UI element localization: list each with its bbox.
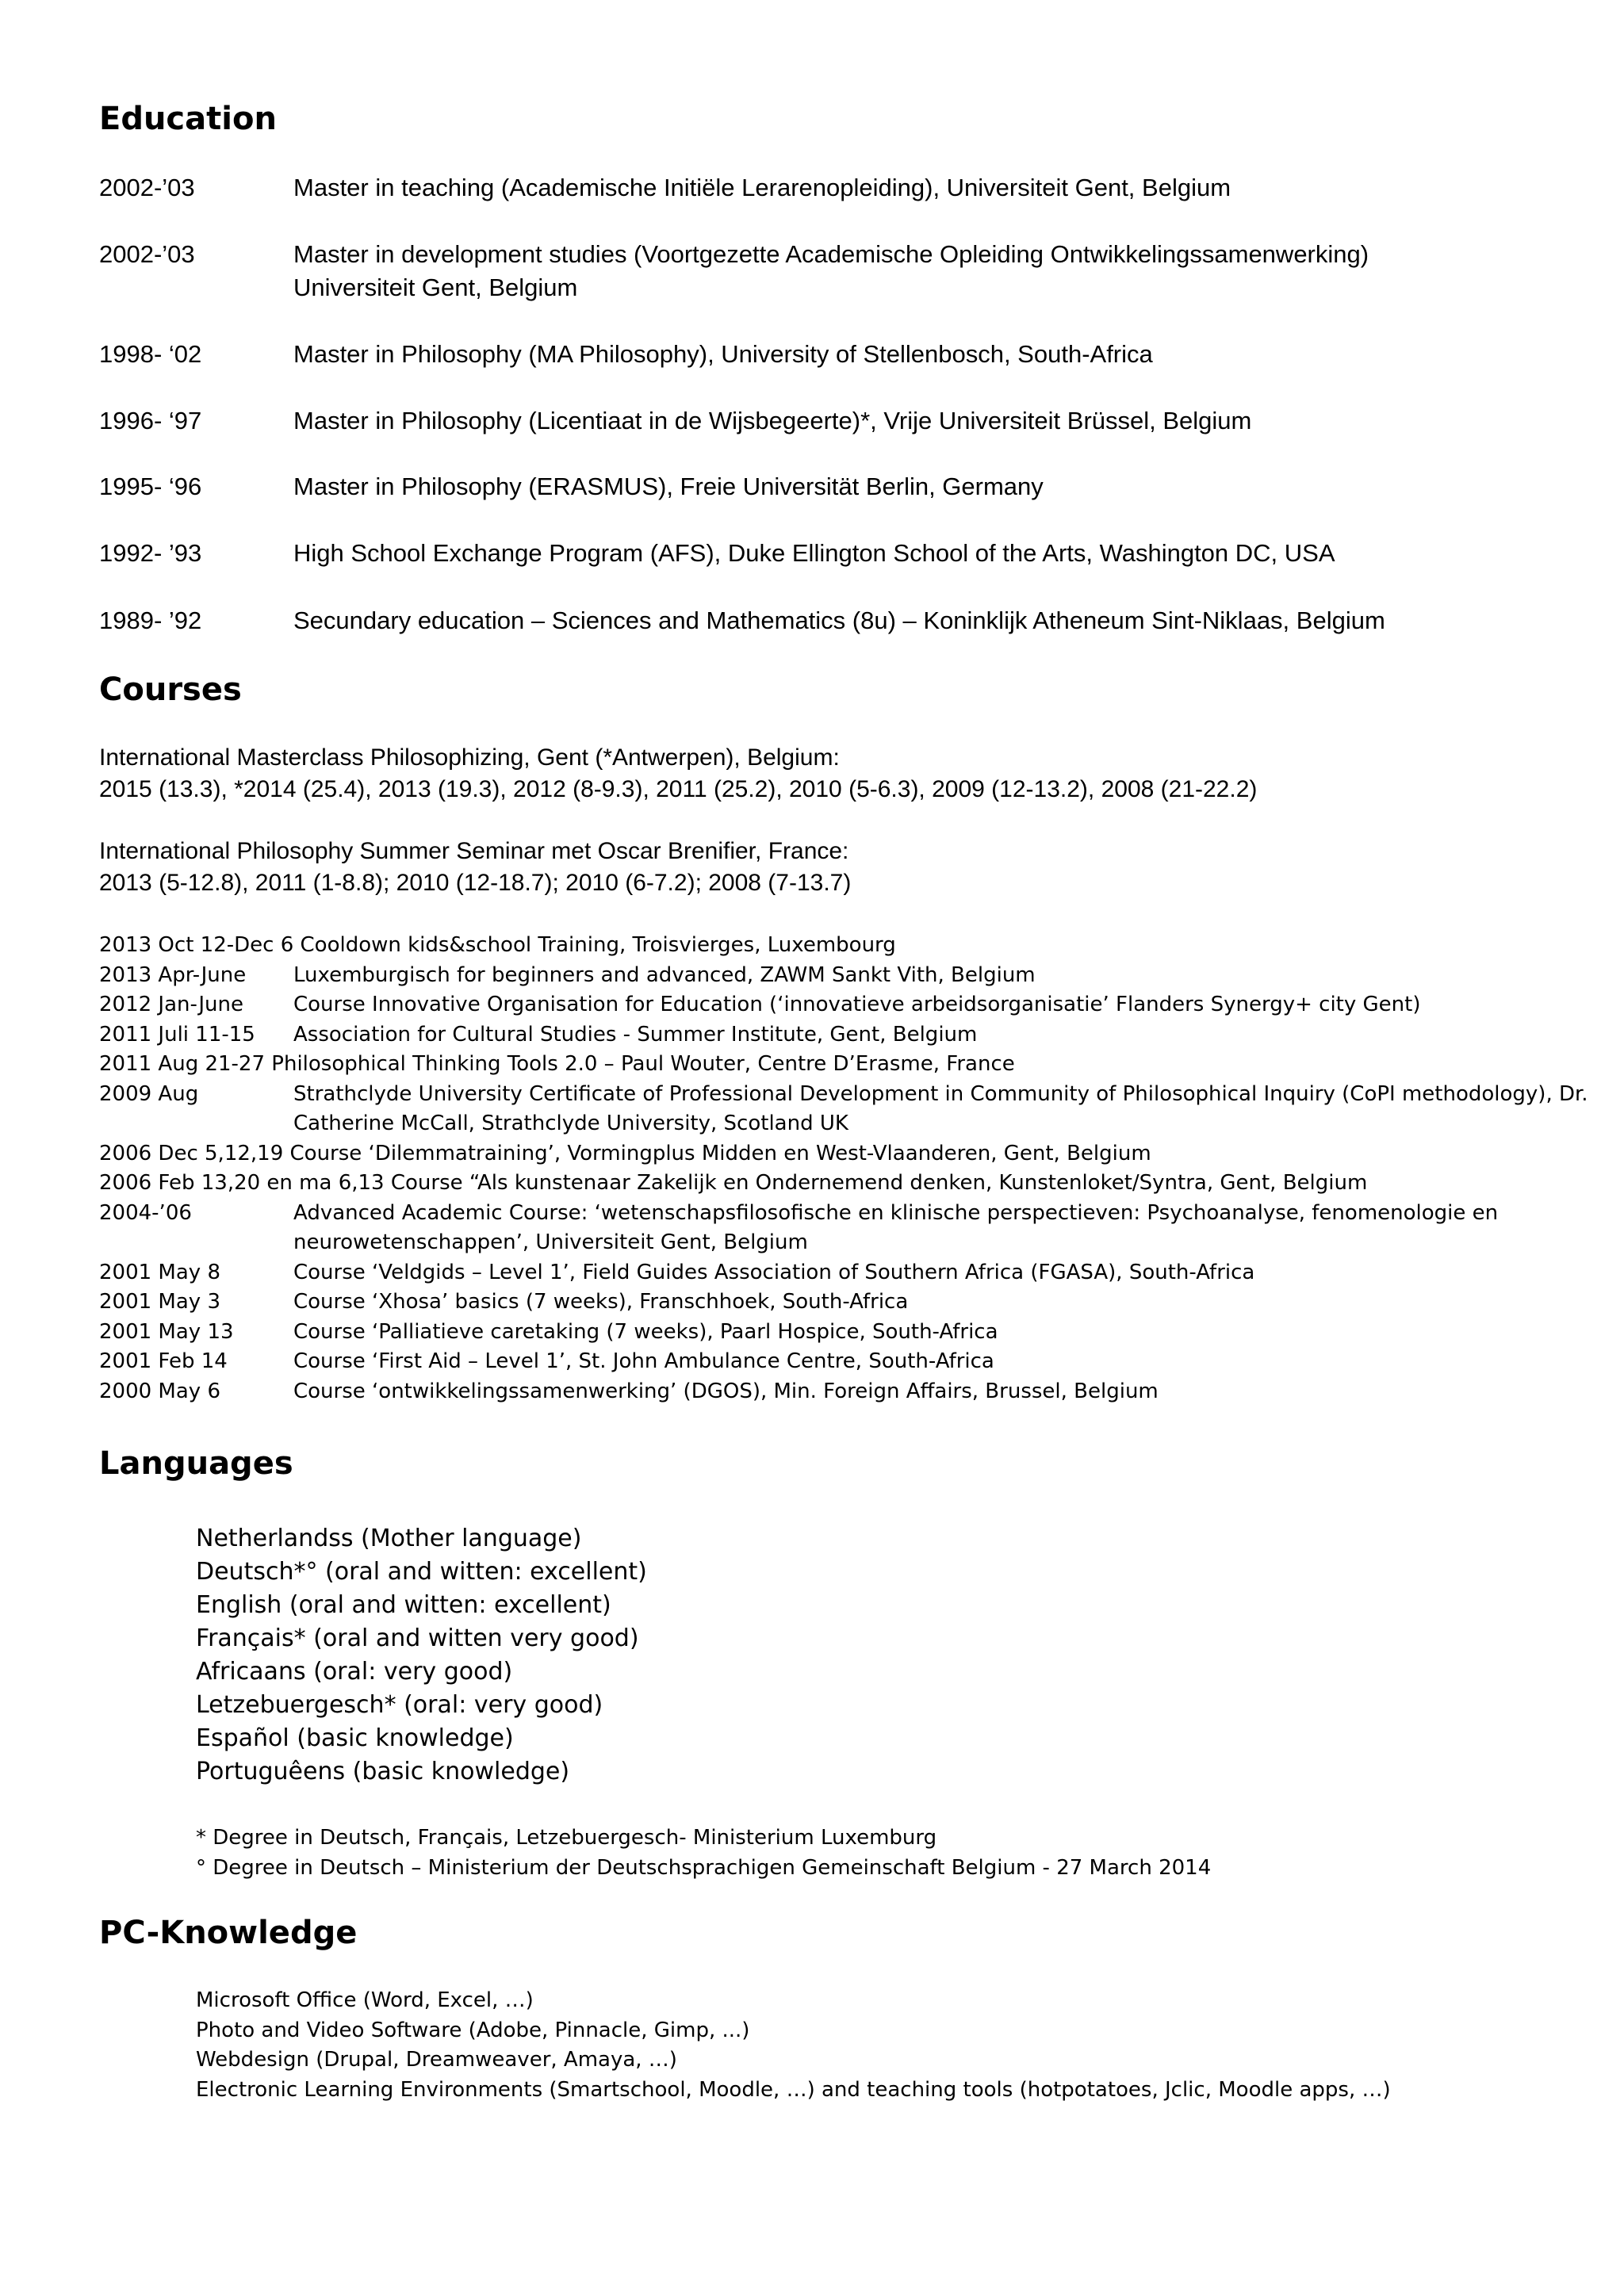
course-item (99, 1318, 1598, 1348)
pc-knowledge-item: Microsoft Office (Word, Excel, …) (196, 1988, 534, 2012)
course-description: Philosophical Thinking Tools 2.0 – Paul Wouter, Centre D’Erasme, France (271, 1052, 1015, 1076)
language-item: Africaans (oral: very good) (196, 1658, 513, 1686)
pc-knowledge-item: Photo and Video Software (Adobe, Pinnacle, Gimp, ...) (196, 2018, 750, 2042)
language-item: Letzebuergesch* (oral: very good) (196, 1691, 603, 1719)
education-line: Master in Philosophy (MA Philosophy), University of Stellenbosch, South-Africa (293, 340, 1153, 368)
course-date: 2011 Aug 21-27 (99, 1052, 266, 1076)
course-date: 2001 May 8 (99, 1260, 220, 1284)
language-note: ° Degree in Deutsch – Ministerium der Deutschsprachigen Gemeinschaft Belgium - 27 March 2014 (196, 1855, 1212, 1880)
course-list (99, 931, 1598, 1406)
education-description (293, 604, 1594, 637)
course-description: Course ‘Veldgids – Level 1’, Field Guides Association of Southern Africa (FGASA), South-Africa (293, 1260, 1255, 1284)
language-item: Español (basic knowledge) (196, 1724, 514, 1752)
course-description: Course ‘First Aid – Level 1’, St. John Ambulance Centre, South-Africa (293, 1349, 994, 1373)
course-description: Strathclyde University Certificate of Professional Development in Community of Philosophical Inquiry (CoPI methodology), Dr. Catherine McCall, Strathclyde University, Scotland UK (293, 1081, 1588, 1135)
course-item (99, 1199, 1598, 1258)
education-line: High School Exchange Program (AFS), Duke Ellington School of the Arts, Washington DC, USA (293, 539, 1335, 567)
language-item: Netherlandss (Mother language) (196, 1525, 582, 1552)
language-notes (196, 1823, 1584, 1883)
education-description (293, 404, 1594, 438)
education-line: Master in Philosophy (ERASMUS), Freie Universität Berlin, Germany (293, 473, 1044, 500)
course-item (99, 1139, 1598, 1169)
education-heading: Education (99, 101, 277, 137)
education-line: Master in teaching (Academische Initiële Lerarenopleiding), Universiteit Gent, Belgium (293, 174, 1231, 201)
course-description: Course ‘Xhosa’ basics (7 weeks), Franschhoek, South-Africa (293, 1290, 909, 1314)
education-year: 2002-’03 (99, 240, 195, 268)
education-year: 1992- ’93 (99, 539, 202, 567)
education-description (293, 338, 1594, 371)
course-description: Cooldown kids&school Training, Troisvierges, Luxembourg (300, 933, 896, 957)
education-year: 1989- ’92 (99, 607, 202, 634)
course-description: Course “Als kunstenaar Zakelijk en Ondernemend denken, Kunstenloket/Syntra, Gent, Belgium (390, 1171, 1368, 1195)
course-date: 2006 Dec 5,12,19 (99, 1141, 284, 1165)
course-item (99, 931, 1598, 961)
education-line: Secundary education – Sciences and Mathematics (8u) – Koninklijk Atheneum Sint-Niklaas, Belgium (293, 607, 1385, 634)
masterclass-heading: International Masterclass Philosophizing, Gent (*Antwerpen), Belgium: (99, 744, 840, 771)
education-year: 1996- ‘97 (99, 407, 202, 434)
course-item (99, 1169, 1598, 1199)
education-description (293, 238, 1594, 304)
course-date: 2004-’06 (99, 1200, 192, 1225)
education-line: Universiteit Gent, Belgium (293, 274, 578, 301)
language-item: Deutsch*° (oral and witten: excellent) (196, 1558, 647, 1586)
course-item (99, 990, 1598, 1020)
course-date: 2011 Juli 11-15 (99, 1022, 255, 1047)
course-date: 2013 Oct 12-Dec 6 (99, 933, 294, 957)
seminar-dates: 2013 (5-12.8), 2011 (1-8.8); 2010 (12-18.7); 2010 (6-7.2); 2008 (7-13.7) (99, 870, 852, 896)
seminar-heading: International Philosophy Summer Seminar met Oscar Brenifier, France: (99, 838, 849, 864)
course-item (99, 1288, 1598, 1318)
pc-knowledge-item: Webdesign (Drupal, Dreamweaver, Amaya, …) (196, 2048, 677, 2072)
education-year: 1995- ‘96 (99, 473, 202, 500)
language-item: Français* (oral and witten very good) (196, 1624, 639, 1652)
course-item (99, 1347, 1598, 1377)
language-item: Portuguêens (basic knowledge) (196, 1758, 570, 1785)
course-item (99, 961, 1598, 991)
education-year: 1998- ‘02 (99, 340, 202, 368)
course-date: 2009 Aug (99, 1081, 199, 1106)
education-line: Master in Philosophy (Licentiaat in de Wijsbegeerte)*, Vrije Universiteit Brüssel, Belgium (293, 407, 1252, 434)
course-item (99, 1258, 1598, 1288)
course-description: Course ‘Palliatieve caretaking (7 weeks), Paarl Hospice, South-Africa (293, 1319, 998, 1344)
courses-heading: Courses (99, 672, 242, 708)
masterclass-dates: 2015 (13.3), *2014 (25.4), 2013 (19.3), 2012 (8-9.3), 2011 (25.2), 2010 (5-6.3), 2009 (12-13.2), 2008 (21-22.2) (99, 776, 1258, 802)
course-date: 2012 Jan-June (99, 993, 243, 1016)
course-date: 2001 May 3 (99, 1290, 220, 1314)
language-item: English (oral and witten: excellent) (196, 1591, 611, 1619)
course-date: 2001 May 13 (99, 1319, 234, 1344)
course-date: 2013 Apr-June (99, 962, 247, 987)
seminar-block (99, 836, 1590, 899)
course-date: 2000 May 6 (99, 1379, 220, 1403)
course-item (99, 1020, 1598, 1050)
course-date: 2006 Feb 13,20 en ma 6,13 (99, 1171, 385, 1195)
course-description: Course ‘ontwikkelingssamenwerking’ (DGOS), Min. Foreign Affairs, Brussel, Belgium (293, 1379, 1159, 1403)
education-line: Master in development studies (Voortgezette Academische Opleiding Ontwikkelingssamenwerking) (293, 240, 1369, 268)
course-description: Advanced Academic Course: ‘wetenschapsfilosofische en klinische perspectieven: Psychoanalyse, fenomenologie en neurowetenschappen’, Universiteit Gent, Belgium (293, 1200, 1499, 1254)
course-item (99, 1377, 1598, 1407)
course-item (99, 1050, 1598, 1080)
masterclass-block (99, 742, 1590, 806)
course-description: Course Innovative Organisation for Education (‘innovatieve arbeidsorganisatie’ Flanders Synergy+ city Gent) (293, 993, 1421, 1016)
pc-knowledge-heading: PC-Knowledge (99, 1915, 358, 1951)
education-description (293, 171, 1594, 205)
course-date: 2001 Feb 14 (99, 1349, 228, 1373)
education-description (293, 470, 1594, 503)
course-item (99, 1080, 1598, 1139)
course-description: Association for Cultural Studies - Summer Institute, Gent, Belgium (293, 1022, 978, 1047)
education-year: 2002-’03 (99, 174, 195, 201)
course-description: Luxemburgisch for beginners and advanced, ZAWM Sankt Vith, Belgium (293, 962, 1036, 987)
languages-heading: Languages (99, 1445, 293, 1482)
course-description: Course ‘Dilemmatraining’, Vormingplus Midden en West-Vlaanderen, Gent, Belgium (289, 1141, 1151, 1165)
language-note: * Degree in Deutsch, Français, Letzebuergesch- Ministerium Luxemburg (196, 1826, 937, 1850)
education-description (293, 537, 1594, 570)
pc-knowledge-list (196, 1986, 1607, 2105)
pc-knowledge-item: Electronic Learning Environments (Smartschool, Moodle, …) and teaching tools (hotpotatoes, Jclic, Moodle apps, …) (196, 2077, 1391, 2102)
language-list (196, 1522, 1465, 1789)
